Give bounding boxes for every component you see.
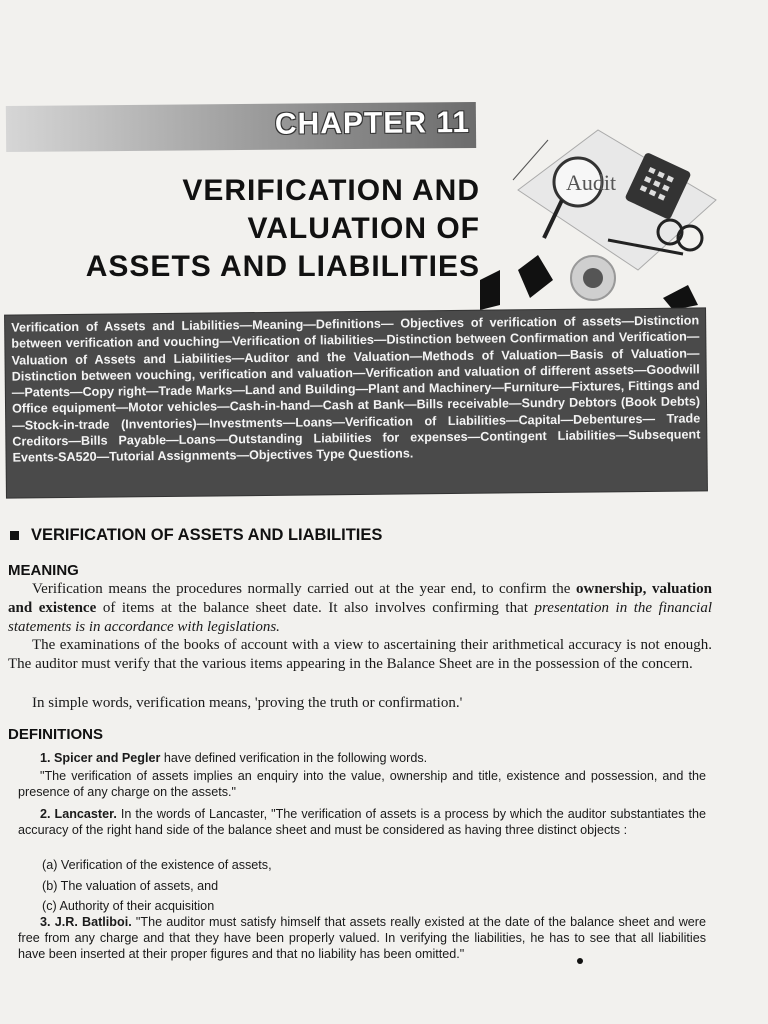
meaning-paragraph-1 (8, 580, 712, 637)
definition-3-number: 3. (40, 915, 51, 929)
meaning-paragraph-2 (8, 636, 712, 674)
definition-1-number: 1. (40, 751, 51, 765)
meaning-heading: MEANING (8, 562, 79, 579)
chapter-title-line-1: VERIFICATION AND (182, 174, 480, 207)
definition-1-author: Spicer and Pegler (54, 751, 161, 765)
definition-3 (18, 914, 706, 962)
chapter-title (30, 172, 480, 286)
meaning-p1-text-a: Verification means the procedures normally carried out at the year end, to confirm the (32, 581, 571, 597)
section-heading-text: VERIFICATION OF ASSETS AND LIABILITIES (31, 526, 383, 544)
definition-2-item-b: (b) The valuation of assets, and (42, 879, 219, 893)
definition-2-number: 2. (40, 807, 51, 821)
square-bullet-icon (10, 531, 19, 540)
meaning-p3-text: In simple words, verification means, 'proving the truth or confirmation.' (32, 695, 463, 711)
chapter-contents-text: Verification of Assets and Liabilities—Meaning—Definitions— Objectives of verification of assets—Distinction between verification and vouching—Verification of liabilities—Distinction between Confirmation and Verification—Valuation of Assets and Liabilities—Auditor and the Valuation—Methods of Valuation—Basis of Valuation—Distinction between vouching, verification and valuation—Verification and valuation of different assets—Goodwill—Patents—Copy right—Trade Marks—Land and Building—Plant and Machinery—Furniture—Fixtures, Fittings and Office equipment—Motor vehicles—Cash-in-hand—Cash at Bank—Bills receivable—Sundry Debtors (Book Debts)—Stock-in-trade (Inventories)—Investments—Loans—Verification of Liabilities—Capital—Debentures— Trade Creditors—Bills Payable—Loans—Outstanding Liabilities for expenses—Contingent Liabilities—Subsequent Events-SA520—Tutorial Assignments—Objectives Type Questions. (11, 313, 701, 465)
chapter-label: CHAPTER 11 (274, 106, 471, 141)
chapter-band (6, 102, 476, 152)
definition-3-text: "The auditor must satisfy himself that assets really existed at the date of the balance sheet and were free from any charge and that they have been properly valued. In verifying the liabilities, he has to see that all liabilities have been inserted at their proper figures and that no liability has been omitted." (18, 915, 707, 961)
chapter-contents-box (5, 308, 707, 497)
definition-1-quote-text: "The verification of assets implies an enquiry into the value, ownership and title, existence and possession, and the presence of any charge on the assets." (18, 769, 706, 799)
meaning-p1-bold: ownership, valuation and existence (8, 581, 712, 616)
chapter-title-line-2: VALUATION OF (247, 212, 480, 245)
chapter-title-line-3: ASSETS AND LIABILITIES (85, 250, 480, 283)
definition-1-text: have defined verification in the following words. (163, 751, 428, 765)
definition-2-author: Lancaster. (54, 807, 117, 821)
section-heading (10, 526, 382, 545)
audit-text: Audit (566, 170, 617, 195)
audit-illustration-icon (478, 120, 718, 315)
definitions-heading: DEFINITIONS (8, 726, 104, 743)
definition-2-item-c: (c) Authority of their acquisition (42, 899, 215, 913)
definition-2-text: In the words of Lancaster, "The verification of assets is a process by which the auditor substantiates the accuracy of the right hand side of the balance sheet and must be considered as having three distinct objects : (18, 807, 706, 837)
definition-1 (40, 750, 706, 766)
meaning-p1-italic: presentation in the financial statements is in accordance with legislations. (8, 600, 712, 635)
meaning-p2-text: The examinations of the books of account with a view to ascertaining their arithmetical accuracy is not enough. The auditor must verify that the various items appearing in the Balance Sheet are in the possession of the concern. (8, 637, 712, 672)
definition-2 (18, 806, 706, 838)
definition-1-quote (18, 768, 706, 800)
meaning-p1-text-c: of items at the balance sheet date. It also involves confirming that (102, 600, 528, 616)
meaning-paragraph-3 (8, 694, 712, 713)
page-dot (577, 958, 583, 964)
definition-3-author: J.R. Batliboi. (54, 915, 132, 929)
definition-2-item-a: (a) Verification of the existence of assets, (42, 858, 272, 872)
